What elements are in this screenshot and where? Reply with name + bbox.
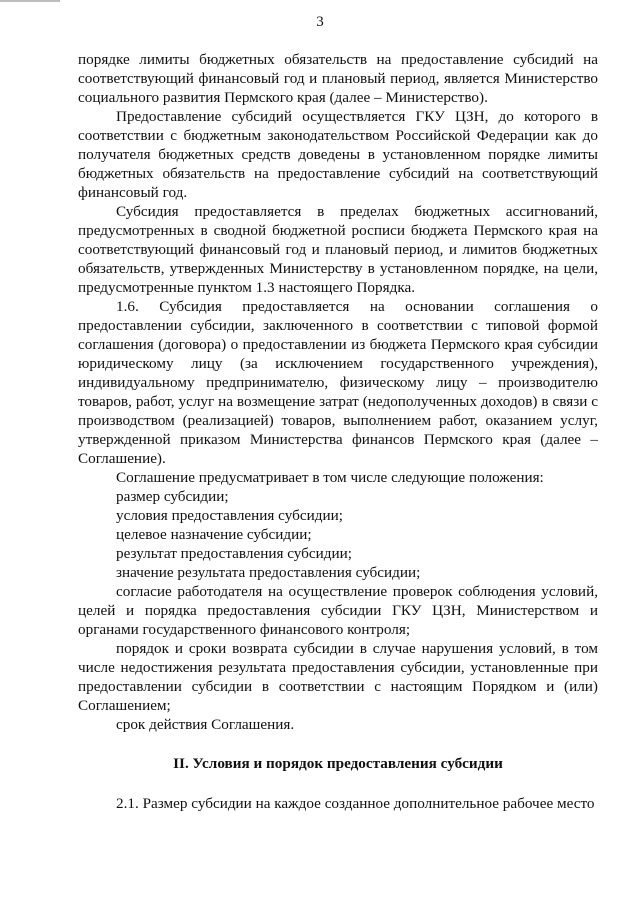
provision-item: условия предоставления субсидии;	[116, 507, 343, 524]
scan-edge-line	[0, 0, 60, 2]
document-body	[78, 50, 598, 813]
provision-item: согласие работодателя на осуществление проверок соблюдения условий, целей и порядка предоставления субсидии ГКУ ЦЗН, Министерством и органами государственного финансового контроля;	[78, 583, 598, 638]
provision-item: значение результата предоставления субсидии;	[116, 564, 421, 581]
provision-item: целевое назначение субсидии;	[116, 526, 312, 543]
paragraph-budget-limits: Субсидия предоставляется в пределах бюджетных ассигнований, предусмотренных в сводной бюджетной росписи бюджета Пермского края на соответствующий финансовый год и плановый период, и лимитов бюджетных обязательств, утвержденных Министерству в установленном порядке, на цели, предусмотренные пунктом 1.3 настоящего Порядка.	[78, 203, 598, 296]
paragraph-agreement-provisions: Соглашение предусматривает в том числе следующие положения:	[116, 469, 544, 486]
paragraph-1-6-agreement: 1.6. Субсидия предоставляется на основании соглашения о предоставлении субсидии, заключенного в соответствии с типовой формой соглашения (договора) о предоставлении из бюджета Пермского края субсидии юридическому лицу (за исключением государственного учреждения), индивидуальному предпринимателю, физическому лицу – производителю товаров, работ, услуг на возмещение затрат (недополученных доходов) в связи с производством (реализацией) товаров, выполнением работ, оказанием услуг, утвержденной приказом Министерства финансов Пермского края (далее – Соглашение).	[78, 298, 598, 467]
paragraph-2-1: 2.1. Размер субсидии на каждое созданное дополнительное рабочее место	[116, 795, 595, 812]
provision-item: результат предоставления субсидии;	[116, 545, 352, 562]
provision-item: размер субсидии;	[116, 488, 229, 505]
section-heading: II. Условия и порядок предоставления субсидии	[173, 755, 503, 772]
page-number: 3	[316, 14, 324, 30]
provision-item: порядок и сроки возврата субсидии в случае нарушения условий, в том числе недостижения результата предоставления субсидии, установленные при предоставлении субсидии в соответствии с настоящим Порядком и (или) Соглашением;	[78, 640, 598, 714]
paragraph-gku-czn: Предоставление субсидий осуществляется ГКУ ЦЗН, до которого в соответствии с бюджетным законодательством Российской Федерации как до получателя бюджетных средств доведены в установленном порядке лимиты бюджетных обязательств на предоставление субсидий на соответствующий финансовый год.	[78, 108, 598, 201]
paragraph-ministry: порядке лимиты бюджетных обязательств на предоставление субсидий на соответствующий финансовый год и плановый период, является Министерство социального развития Пермского края (далее – Министерство).	[78, 51, 598, 106]
provision-item: срок действия Соглашения.	[116, 716, 295, 733]
